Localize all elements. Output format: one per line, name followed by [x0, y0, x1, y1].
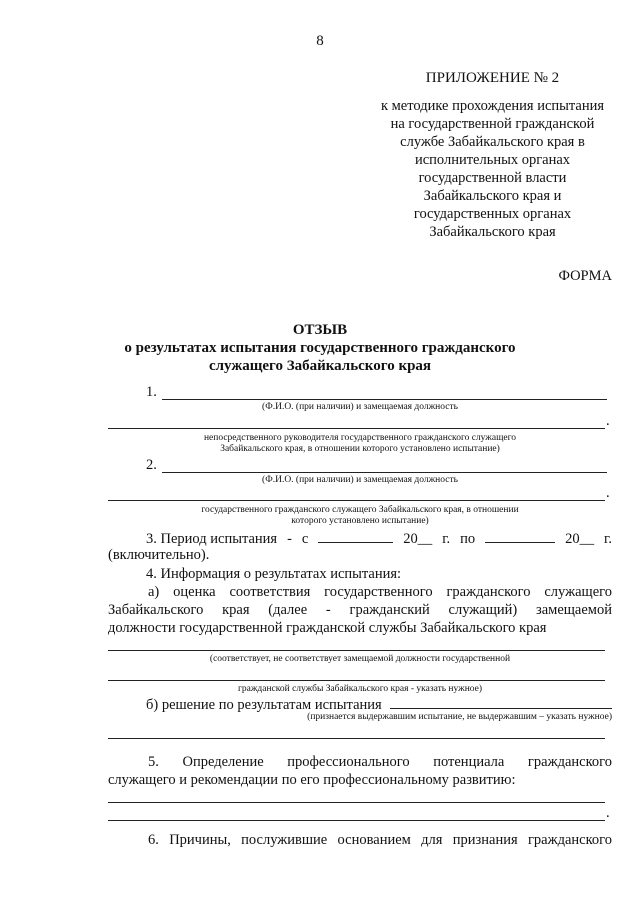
item-1-number: 1. [146, 384, 157, 400]
item-4a-assessment-field-2[interactable] [108, 680, 605, 681]
period-to: по [460, 531, 476, 547]
item-4b-caption: (признается выдержавшим испытание, не выдержавшим – указать нужное) [307, 712, 612, 722]
item-4a-caption: (соответствует, не соответствует замещаемой должности государственной [209, 654, 511, 664]
annex-line: государственной власти [418, 170, 567, 186]
caption-line: которого установлено испытание) [291, 516, 429, 526]
annex-line: Забайкальского края и [423, 188, 562, 204]
caption-line: государственного гражданского служащего Забайкальского края, в отношении [201, 505, 519, 515]
item-2-number: 2. [146, 457, 157, 473]
item-1-position-field[interactable] [108, 428, 605, 429]
item-1-name-field[interactable] [162, 399, 607, 400]
period-dot: . [606, 805, 610, 821]
document-title: ОТЗЫВ [292, 322, 348, 338]
annex-title: ПРИЛОЖЕНИЕ № 2 [425, 70, 560, 86]
page-number: 8 [316, 33, 324, 49]
period-year-2: 20__ [565, 531, 595, 547]
decision-label: б) решение по результатам испытания [146, 697, 382, 713]
annex-line: к методике прохождения испытания [380, 98, 605, 114]
period-start-date-field[interactable] [318, 528, 393, 543]
item-5-line-1: 5. Определение профессионального потенциала гражданского [148, 754, 612, 770]
period-label: 3. Период испытания [146, 531, 278, 547]
period-dot: . [606, 413, 610, 429]
period-year-1: 20__ [403, 531, 433, 547]
annex-line: исполнительных органах [414, 152, 571, 168]
period-year-2-suffix: г. [604, 531, 612, 547]
annex-line: на государственной гражданской [390, 116, 595, 132]
annex-subtitle [370, 97, 615, 241]
period-inclusive: (включительно). [108, 547, 210, 563]
item-4-heading: 4. Информация о результатах испытания: [146, 566, 402, 582]
form-label: ФОРМА [558, 268, 612, 284]
period-dot: . [606, 485, 610, 501]
item-4a-caption-2: гражданской службы Забайкальского края - указать нужное) [237, 684, 483, 694]
item-2-caption: (Ф.И.О. (при наличии) и замещаемая должность [262, 475, 458, 485]
item-5-recommendations-field-2[interactable] [108, 820, 605, 821]
annex-line: государственных органах [413, 206, 572, 222]
item-5-line-2: служащего и рекомендации по его профессиональному развитию: [108, 772, 516, 788]
item-1-caption: (Ф.И.О. (при наличии) и замещаемая должность [262, 402, 458, 412]
item-2-position-field[interactable] [108, 500, 605, 501]
item-3-period [146, 528, 612, 548]
item-5-recommendations-field[interactable] [108, 802, 605, 803]
subtitle-line: о результатах испытания государственного гражданского [124, 340, 516, 356]
item-6-line-1: 6. Причины, послужившие основанием для признания гражданского [148, 832, 612, 848]
item-4b-decision-field-2[interactable] [108, 738, 605, 739]
caption-line: Забайкальского края, в отношении которого установлено испытание) [220, 444, 500, 454]
period-end-date-field[interactable] [485, 528, 555, 543]
period-dash: - [287, 531, 292, 547]
item-2-name-field[interactable] [162, 472, 607, 473]
caption-line: непосредственного руководителя государственного гражданского служащего [203, 433, 517, 443]
period-year-1-suffix: г. [442, 531, 451, 547]
item-2-caption-2 [105, 505, 615, 527]
annex-line: Забайкальского края [429, 224, 556, 240]
item-4a-line-2: Забайкальского края (далее - гражданский служащий) замещаемой [108, 602, 612, 618]
item-1-caption-2 [105, 433, 615, 455]
item-4b-decision [146, 694, 612, 714]
subtitle-line: служащего Забайкальского края [208, 358, 432, 374]
period-from: с [301, 531, 309, 547]
decision-field[interactable] [390, 694, 612, 709]
item-4a-assessment-field[interactable] [108, 650, 605, 651]
item-4a-line-1: а) оценка соответствия государственного гражданского служащего [148, 584, 612, 600]
item-4a-line-3: должности государственной гражданской службы Забайкальского края [108, 620, 547, 636]
document-subtitle [0, 339, 640, 375]
annex-line: службе Забайкальского края в [400, 134, 585, 150]
